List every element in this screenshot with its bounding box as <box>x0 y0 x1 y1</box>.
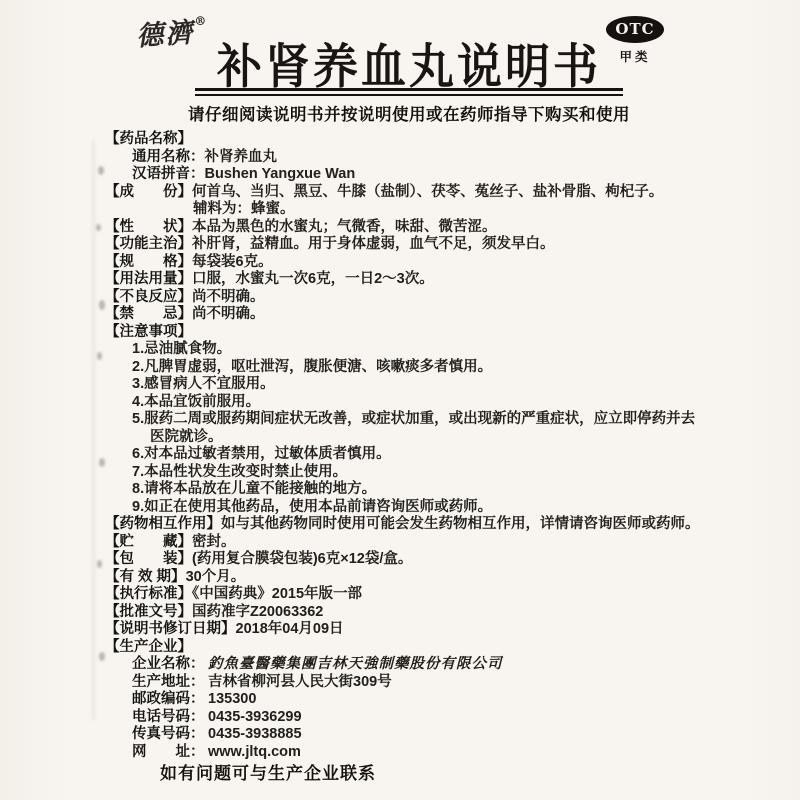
leaflet-line <box>105 411 717 429</box>
line-text: 《中国药典》2015年版一部 <box>192 586 363 602</box>
leaflet-line <box>105 621 717 639</box>
line-label: 电话号码： <box>132 708 205 725</box>
line-label: 【说明书修订日期】 <box>105 621 236 637</box>
leaflet-line <box>105 236 717 254</box>
otc-badge <box>604 16 666 65</box>
line-label: 传真号码： <box>132 726 205 742</box>
line-label: 网 址： <box>132 743 205 760</box>
leaflet-line <box>105 324 717 342</box>
leaflet-line <box>105 604 717 622</box>
leaflet-line <box>105 674 717 692</box>
line-label: 【不良反应】 <box>105 288 192 305</box>
line-text: 补肝肾，益精血。用于身体虚弱，血气不足，须发早白。 <box>192 236 555 252</box>
leaflet-line <box>105 376 717 394</box>
line-text: 尚不明确。 <box>192 306 265 322</box>
scan-smudge <box>97 352 102 360</box>
leaflet-line <box>105 499 717 517</box>
leaflet-line <box>105 446 717 464</box>
line-label: 【药物相互作用】 <box>105 516 221 532</box>
leaflet-line <box>105 639 717 657</box>
line-text: 0435-3938885 <box>208 726 302 742</box>
brand-name: 德濟 <box>135 17 196 53</box>
footer-note: 如有问题可与生产企业联系 <box>160 764 376 783</box>
line-text: (药用复合膜袋包装)6克×12袋/盒。 <box>192 551 413 567</box>
usage-notice: 请仔细阅读说明书并按说明使用或在药师指导下购买和使用 <box>188 106 630 124</box>
line-text: 如与其他药物同时使用可能会发生药物相互作用，详情请咨询医师或药师。 <box>221 516 700 532</box>
line-text: 5.服药二周或服药期间症状无改善，或症状加重，或出现新的严重症状，应立即停药并去 <box>132 411 696 427</box>
line-text: 7.本品性状发生改变时禁止使用。 <box>132 463 348 480</box>
scan-smudge <box>98 166 104 175</box>
leaflet-line <box>105 184 717 202</box>
scan-smudge <box>99 458 105 467</box>
line-label: 【批准文号】 <box>105 603 192 620</box>
scan-smudge <box>96 224 101 231</box>
line-label: 【执行标准】 <box>105 586 192 602</box>
line-label: 【规 格】 <box>105 253 192 270</box>
leaflet-line <box>105 289 717 307</box>
leaflet-line <box>105 551 717 569</box>
leaflet-line <box>105 429 717 447</box>
leaflet-line <box>105 394 717 412</box>
line-text: 2.凡脾胃虚弱，呕吐泄泻，腹胀便溏、咳嗽痰多者慎用。 <box>132 358 493 375</box>
leaflet-line <box>105 166 717 184</box>
leaflet-line <box>105 149 717 167</box>
leaflet-line <box>105 306 717 324</box>
company-name-text: 釣魚臺醫藥集團吉林天強制藥股份有限公司 <box>208 656 503 672</box>
line-text: 每袋装6克。 <box>192 253 273 270</box>
line-label: 【性 状】 <box>105 218 192 235</box>
line-text: 4.本品宜饭前服用。 <box>132 393 261 410</box>
line-text: 6.对本品过敏者禁用，过敏体质者慎用。 <box>132 446 391 462</box>
line-label: 【注意事项】 <box>105 323 192 340</box>
line-text: 国药准字Z20063362 <box>192 603 324 620</box>
line-label: 【药品名称】 <box>105 131 192 147</box>
line-label: 【有 效 期】 <box>105 568 186 585</box>
line-text: 本品为黑色的水蜜丸；气微香，味甜、微苦涩。 <box>192 218 497 235</box>
line-text: 1.忌油腻食物。 <box>132 341 232 357</box>
leaflet-line <box>105 464 717 482</box>
line-text: 辅料为：蜂蜜。 <box>193 201 295 217</box>
line-label: 企业名称： <box>132 656 205 672</box>
line-text: 135300 <box>208 691 257 707</box>
line-text: 30个月。 <box>185 568 246 585</box>
line-label: 【生产企业】 <box>105 638 192 655</box>
leaflet-line <box>105 131 717 149</box>
line-text: 3.感冒病人不宜服用。 <box>132 376 275 392</box>
line-label: 邮政编码： <box>132 691 205 707</box>
leaflet-line <box>105 219 717 237</box>
line-text: 口服，水蜜丸一次6克，一日2～3次。 <box>192 271 434 287</box>
line-text: 尚不明确。 <box>192 288 265 305</box>
leaflet-line <box>105 709 717 727</box>
scan-streak <box>92 140 95 720</box>
leaflet-line <box>105 481 717 499</box>
line-label: 生产地址： <box>132 673 205 690</box>
product-title: 补肾养血丸说明书 <box>216 38 601 95</box>
leaflet-line <box>105 359 717 377</box>
line-text: 8.请将本品放在儿童不能接触的地方。 <box>132 481 377 497</box>
title-rule <box>195 88 623 96</box>
leaflet-line <box>105 341 717 359</box>
line-label: 【包 装】 <box>105 551 192 567</box>
line-text: 吉林省柳河县人民大街309号 <box>208 673 392 690</box>
line-label: 【贮 藏】 <box>105 533 192 550</box>
leaflet-line <box>105 744 717 762</box>
leaflet-body <box>105 131 717 783</box>
line-text: 补肾养血丸 <box>204 148 277 165</box>
leaflet-line <box>105 271 717 289</box>
leaflet-line <box>105 569 717 587</box>
line-text: 何首乌、当归、黑豆、牛膝（盐制）、茯苓、菟丝子、盐补骨脂、枸杞子。 <box>192 183 664 200</box>
leaflet-line <box>105 516 717 534</box>
otc-label: OTC <box>606 16 664 43</box>
line-text: 0435-3936299 <box>208 708 302 725</box>
line-text: 医院就诊。 <box>150 428 223 445</box>
leaflet-line <box>105 691 717 709</box>
leaflet-line <box>105 534 717 552</box>
line-text: www.jltq.com <box>208 743 301 760</box>
registered-mark: ® <box>193 13 207 29</box>
line-text: 9.如正在使用其他药品，使用本品前请咨询医师或药师。 <box>132 498 493 515</box>
leaflet-line <box>105 726 717 744</box>
line-label: 通用名称： <box>132 148 205 165</box>
leaflet-line <box>105 254 717 272</box>
scan-smudge <box>99 300 105 310</box>
scan-smudge <box>99 652 105 661</box>
line-label: 【成 份】 <box>105 183 192 200</box>
line-label: 【功能主治】 <box>105 236 192 252</box>
line-text: Bushen Yangxue Wan <box>204 166 356 182</box>
line-text: 2018年04月09日 <box>235 621 344 637</box>
line-label: 【用法用量】 <box>105 271 192 287</box>
leaflet-line <box>105 586 717 604</box>
leaflet-line <box>105 656 717 674</box>
otc-class-label: 甲类 <box>619 50 651 64</box>
line-text: 密封。 <box>192 533 236 550</box>
scan-smudge <box>97 560 102 568</box>
line-label: 【禁 忌】 <box>105 306 192 322</box>
line-label: 汉语拼音： <box>132 166 205 182</box>
leaflet-line <box>105 201 717 219</box>
